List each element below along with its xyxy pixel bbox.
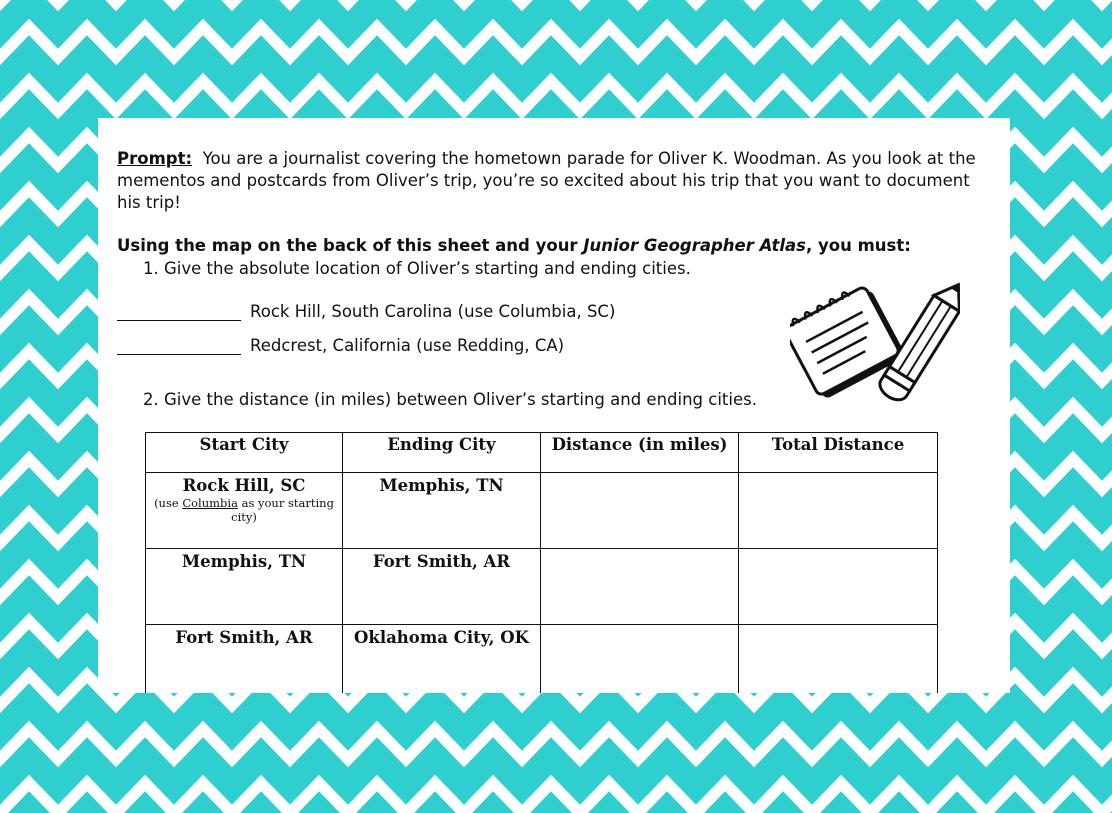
prompt-text: You are a journalist covering the hometown parade for Oliver K. Woodman. As you look at the mementos and postcards from Oliver’s trip, you’re so excited about his trip that you want to document his trip!	[117, 149, 976, 212]
answer-blank-end[interactable]	[117, 336, 241, 355]
header-distance: Distance (in miles)	[541, 433, 739, 473]
instruction-before: Using the map on the back of this sheet and your	[117, 236, 584, 255]
table-row	[146, 625, 938, 694]
distance-cell[interactable]	[541, 549, 739, 625]
instruction-after: , you must:	[805, 236, 911, 255]
prompt-label: Prompt:	[117, 149, 193, 168]
total-distance-cell[interactable]	[739, 625, 938, 694]
atlas-title: Junior Geographer Atlas	[583, 236, 806, 255]
distance-cell[interactable]	[541, 473, 739, 549]
start-city-note: (use Columbia as your starting city)	[154, 496, 334, 524]
location-label-end: Redcrest, California (use Redding, CA)	[250, 336, 565, 355]
distance-cell[interactable]	[541, 625, 739, 694]
header-total-distance: Total Distance	[739, 433, 938, 473]
start-city: Rock Hill, SC	[182, 476, 306, 495]
table-header-row	[146, 433, 938, 473]
notepad-pencil-icon	[790, 278, 960, 410]
ending-city: Memphis, TN	[343, 473, 541, 549]
start-city-cell	[146, 473, 343, 549]
header-ending-city: Ending City	[343, 433, 541, 473]
table-row	[146, 473, 938, 549]
start-city: Fort Smith, AR	[146, 625, 343, 694]
total-distance-cell[interactable]	[739, 549, 938, 625]
location-label-start: Rock Hill, South Carolina (use Columbia, SC)	[250, 302, 616, 321]
location-line-start	[117, 302, 615, 321]
start-city: Memphis, TN	[146, 549, 343, 625]
answer-blank-start[interactable]	[117, 302, 241, 321]
instruction-heading	[117, 236, 1002, 255]
question-1: 1. Give the absolute location of Oliver’s starting and ending cities.	[143, 259, 691, 278]
question-2: 2. Give the distance (in miles) between Oliver’s starting and ending cities.	[143, 390, 757, 409]
ending-city: Oklahoma City, OK	[343, 625, 541, 694]
location-line-end	[117, 336, 564, 355]
header-start-city: Start City	[146, 433, 343, 473]
worksheet	[98, 118, 1010, 693]
total-distance-cell[interactable]	[739, 473, 938, 549]
prompt-paragraph	[117, 148, 997, 214]
distance-table	[145, 432, 938, 693]
ending-city: Fort Smith, AR	[343, 549, 541, 625]
table-row	[146, 549, 938, 625]
